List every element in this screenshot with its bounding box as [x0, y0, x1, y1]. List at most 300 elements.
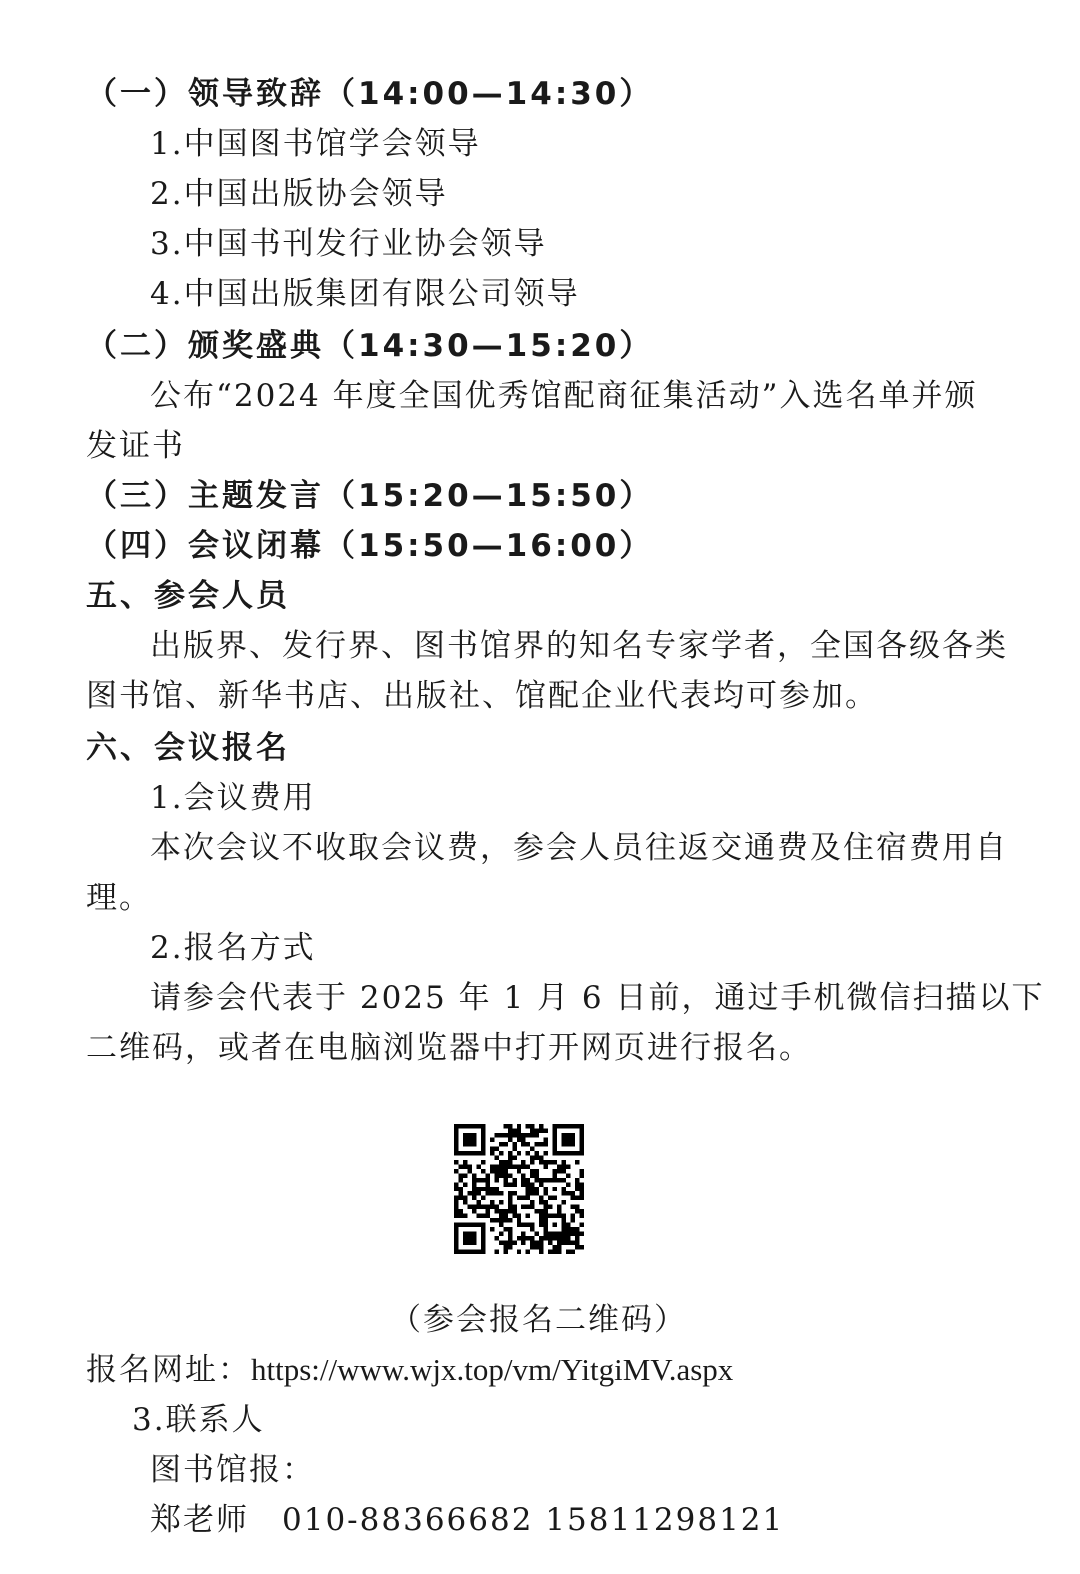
qr-module — [566, 1241, 570, 1245]
qr-module — [458, 1173, 462, 1177]
qr-module — [454, 1169, 458, 1173]
qr-module — [512, 1182, 516, 1186]
qr-module — [530, 1236, 534, 1240]
qr-module — [508, 1173, 512, 1177]
qr-module — [575, 1182, 579, 1186]
qr-module — [571, 1232, 575, 1236]
qr-module — [467, 1164, 471, 1168]
qr-module — [476, 1205, 480, 1209]
qr-module — [544, 1128, 548, 1132]
qr-module — [463, 1173, 467, 1177]
qr-module — [476, 1178, 480, 1182]
qr-module — [472, 1250, 476, 1254]
qr-module — [539, 1218, 543, 1222]
qr-module — [566, 1151, 570, 1155]
qr-module — [562, 1218, 566, 1222]
qr-module — [454, 1227, 458, 1231]
qr-module — [463, 1142, 467, 1146]
qr-module — [580, 1128, 584, 1132]
qr-module — [526, 1124, 530, 1128]
paragraph-line: 图书馆、新华书店、出版社、馆配企业代表均可参加。 — [86, 678, 878, 714]
qr-module — [458, 1191, 462, 1195]
qr-module — [544, 1178, 548, 1182]
qr-module — [463, 1151, 467, 1155]
qr-module — [499, 1164, 503, 1168]
qr-module — [454, 1137, 458, 1141]
qr-module — [458, 1209, 462, 1213]
paragraph-line: 请参会代表于 2025 年 1 月 6 日前，通过手机微信扫描以下 — [150, 980, 1045, 1016]
qr-module — [481, 1137, 485, 1141]
section-heading-award-ceremony: （二）颁奖盛典（14:30—15:20） — [86, 328, 654, 364]
qr-module — [476, 1151, 480, 1155]
qr-module — [535, 1232, 539, 1236]
qr-module — [544, 1200, 548, 1204]
subsection-heading-method: 2.报名方式 — [150, 930, 316, 966]
qr-module — [512, 1205, 516, 1209]
section-heading-closing: （四）会议闭幕（15:50—16:00） — [86, 528, 654, 564]
qr-module — [575, 1245, 579, 1249]
qr-module — [530, 1205, 534, 1209]
qr-module — [539, 1200, 543, 1204]
qr-module — [476, 1164, 480, 1168]
qr-module — [557, 1236, 561, 1240]
qr-module — [481, 1214, 485, 1218]
qr-module — [481, 1142, 485, 1146]
qr-module — [494, 1205, 498, 1209]
qr-module — [490, 1191, 494, 1195]
qr-module — [485, 1209, 489, 1213]
qr-module — [512, 1142, 516, 1146]
qr-module — [575, 1196, 579, 1200]
qr-module — [544, 1227, 548, 1231]
qr-module — [481, 1236, 485, 1240]
qr-module — [485, 1182, 489, 1186]
qr-module — [548, 1178, 552, 1182]
qr-module — [566, 1250, 570, 1254]
qr-module — [535, 1241, 539, 1245]
qr-module — [481, 1227, 485, 1231]
qr-module — [571, 1250, 575, 1254]
qr-module — [472, 1196, 476, 1200]
paragraph-line: 二维码，或者在电脑浏览器中打开网页进行报名。 — [86, 1030, 812, 1066]
qr-module — [454, 1182, 458, 1186]
qr-module — [526, 1214, 530, 1218]
qr-module — [508, 1128, 512, 1132]
qr-module — [494, 1173, 498, 1177]
qr-module — [494, 1209, 498, 1213]
qr-module — [553, 1133, 557, 1137]
qr-module — [544, 1142, 548, 1146]
qr-module — [539, 1178, 543, 1182]
qr-module — [580, 1151, 584, 1155]
qr-module — [463, 1137, 467, 1141]
qr-module — [454, 1205, 458, 1209]
qr-module — [512, 1164, 516, 1168]
qr-module — [458, 1187, 462, 1191]
qr-module — [481, 1232, 485, 1236]
qr-module — [503, 1241, 507, 1245]
qr-module — [481, 1128, 485, 1132]
qr-module — [503, 1182, 507, 1186]
qr-module — [571, 1214, 575, 1218]
qr-module — [544, 1232, 548, 1236]
registration-url-label: 报名网址： — [86, 1352, 251, 1388]
qr-module — [508, 1209, 512, 1213]
qr-module — [490, 1187, 494, 1191]
qr-module — [530, 1227, 534, 1231]
qr-module — [526, 1133, 530, 1137]
qr-module — [494, 1164, 498, 1168]
qr-module — [454, 1223, 458, 1227]
qr-module — [535, 1133, 539, 1137]
qr-module — [481, 1146, 485, 1150]
qr-module — [562, 1164, 566, 1168]
qr-module — [467, 1151, 471, 1155]
qr-module — [517, 1223, 521, 1227]
qr-module — [454, 1146, 458, 1150]
qr-module — [508, 1196, 512, 1200]
qr-module — [548, 1160, 552, 1164]
qr-module — [508, 1200, 512, 1204]
qr-module — [557, 1169, 561, 1173]
qr-module — [512, 1146, 516, 1150]
qr-module — [503, 1124, 507, 1128]
qr-module — [454, 1209, 458, 1213]
qr-module — [530, 1169, 534, 1173]
qr-module — [535, 1173, 539, 1177]
qr-module — [553, 1250, 557, 1254]
qr-module — [521, 1133, 525, 1137]
qr-module — [521, 1137, 525, 1141]
qr-module — [535, 1151, 539, 1155]
qr-module — [485, 1214, 489, 1218]
qr-module — [544, 1137, 548, 1141]
qr-module — [535, 1245, 539, 1249]
qr-module — [472, 1173, 476, 1177]
qr-module — [571, 1142, 575, 1146]
qr-module — [562, 1214, 566, 1218]
qr-module — [463, 1200, 467, 1204]
qr-module — [517, 1236, 521, 1240]
qr-module — [521, 1236, 525, 1240]
qr-module — [557, 1151, 561, 1155]
qr-module — [553, 1169, 557, 1173]
qr-module — [458, 1250, 462, 1254]
qr-module — [454, 1196, 458, 1200]
qr-module — [508, 1236, 512, 1240]
qr-module — [562, 1124, 566, 1128]
qr-module — [481, 1169, 485, 1173]
qr-module — [503, 1169, 507, 1173]
qr-module — [517, 1128, 521, 1132]
qr-module — [467, 1191, 471, 1195]
qr-module — [562, 1241, 566, 1245]
qr-module — [463, 1164, 467, 1168]
qr-module — [526, 1196, 530, 1200]
qr-module — [463, 1124, 467, 1128]
qr-module — [530, 1182, 534, 1186]
qr-module — [517, 1124, 521, 1128]
qr-module — [544, 1151, 548, 1155]
qr-module — [467, 1142, 471, 1146]
qr-module — [503, 1250, 507, 1254]
qr-module — [467, 1133, 471, 1137]
qr-module — [539, 1245, 543, 1249]
qr-module — [476, 1124, 480, 1128]
qr-module — [454, 1160, 458, 1164]
qr-module — [553, 1128, 557, 1132]
qr-module — [548, 1214, 552, 1218]
qr-module — [517, 1250, 521, 1254]
qr-module — [553, 1214, 557, 1218]
qr-module — [530, 1160, 534, 1164]
qr-module — [535, 1178, 539, 1182]
qr-module — [472, 1223, 476, 1227]
qr-module — [467, 1205, 471, 1209]
qr-module — [526, 1178, 530, 1182]
qr-module — [476, 1223, 480, 1227]
qr-module — [539, 1142, 543, 1146]
qr-module — [580, 1187, 584, 1191]
qr-module — [575, 1236, 579, 1240]
qr-module — [562, 1169, 566, 1173]
qr-module — [580, 1214, 584, 1218]
qr-module — [472, 1137, 476, 1141]
qr-module — [490, 1227, 494, 1231]
qr-module — [463, 1196, 467, 1200]
qr-module — [517, 1164, 521, 1168]
qr-module — [508, 1191, 512, 1195]
qr-module — [526, 1205, 530, 1209]
list-item: 2.中国出版协会领导 — [150, 176, 448, 212]
qr-module — [553, 1137, 557, 1141]
qr-module — [548, 1250, 552, 1254]
qr-module — [557, 1232, 561, 1236]
qr-module — [566, 1236, 570, 1240]
qr-module — [539, 1241, 543, 1245]
qr-module — [467, 1137, 471, 1141]
qr-module — [580, 1209, 584, 1213]
qr-module — [530, 1124, 534, 1128]
qr-module — [472, 1133, 476, 1137]
qr-module — [499, 1214, 503, 1218]
qr-module — [499, 1133, 503, 1137]
qr-module — [458, 1214, 462, 1218]
qr-module — [557, 1178, 561, 1182]
qr-module — [535, 1142, 539, 1146]
qr-module — [526, 1151, 530, 1155]
qr-module — [566, 1223, 570, 1227]
qr-module — [526, 1164, 530, 1168]
qr-module — [490, 1137, 494, 1141]
qr-module — [467, 1223, 471, 1227]
qr-module — [508, 1137, 512, 1141]
qr-module — [512, 1209, 516, 1213]
qr-module — [467, 1241, 471, 1245]
qr-module — [458, 1164, 462, 1168]
qr-module — [530, 1223, 534, 1227]
qr-module — [562, 1137, 566, 1141]
qr-module — [512, 1128, 516, 1132]
qr-module — [454, 1236, 458, 1240]
qr-module — [530, 1200, 534, 1204]
qr-module — [476, 1200, 480, 1204]
section-heading-attendees: 五、参会人员 — [86, 578, 290, 614]
qr-module — [490, 1146, 494, 1150]
qr-module — [490, 1205, 494, 1209]
qr-module — [544, 1164, 548, 1168]
registration-url-link[interactable]: https://www.wjx.top/vm/YitgiMV.aspx — [251, 1352, 734, 1387]
qr-module — [472, 1209, 476, 1213]
list-item: 3.中国书刊发行业协会领导 — [150, 226, 547, 262]
qr-module — [517, 1151, 521, 1155]
qr-module — [503, 1178, 507, 1182]
qr-module — [557, 1209, 561, 1213]
qr-module — [458, 1223, 462, 1227]
qr-module — [463, 1250, 467, 1254]
qr-module — [535, 1191, 539, 1195]
qr-module — [571, 1241, 575, 1245]
qr-caption: （参会报名二维码） — [390, 1302, 687, 1338]
qr-module — [494, 1178, 498, 1182]
qr-module — [580, 1191, 584, 1195]
qr-module — [517, 1169, 521, 1173]
qr-module — [458, 1124, 462, 1128]
qr-module — [544, 1236, 548, 1240]
qr-module — [454, 1151, 458, 1155]
qr-module — [539, 1214, 543, 1218]
qr-module — [544, 1191, 548, 1195]
qr-module — [521, 1178, 525, 1182]
qr-module — [499, 1241, 503, 1245]
qr-code-icon[interactable] — [454, 1124, 584, 1254]
contact-person: 郑老师 010-88366682 15811298121 — [150, 1502, 785, 1538]
qr-module — [521, 1223, 525, 1227]
qr-module — [517, 1137, 521, 1141]
qr-module — [571, 1205, 575, 1209]
qr-module — [494, 1218, 498, 1222]
qr-module — [571, 1196, 575, 1200]
qr-module — [503, 1142, 507, 1146]
qr-module — [508, 1133, 512, 1137]
qr-module — [544, 1187, 548, 1191]
qr-module — [544, 1218, 548, 1222]
qr-module — [562, 1178, 566, 1182]
qr-module — [472, 1124, 476, 1128]
qr-module — [566, 1232, 570, 1236]
qr-module — [566, 1142, 570, 1146]
qr-module — [508, 1155, 512, 1159]
qr-module — [526, 1182, 530, 1186]
qr-module — [580, 1223, 584, 1227]
paragraph-line: 出版界、发行界、图书馆界的知名专家学者，全国各级各类 — [150, 628, 1008, 664]
qr-module — [539, 1155, 543, 1159]
qr-module — [476, 1191, 480, 1195]
qr-module — [512, 1133, 516, 1137]
qr-module — [575, 1187, 579, 1191]
qr-module — [562, 1236, 566, 1240]
qr-module — [530, 1187, 534, 1191]
qr-module — [458, 1196, 462, 1200]
qr-module — [562, 1227, 566, 1231]
qr-module — [571, 1133, 575, 1137]
qr-module — [566, 1137, 570, 1141]
qr-module — [481, 1160, 485, 1164]
paragraph-line: 理。 — [86, 880, 152, 916]
qr-module — [539, 1124, 543, 1128]
qr-module — [562, 1160, 566, 1164]
qr-module — [562, 1187, 566, 1191]
qr-module — [557, 1245, 561, 1249]
qr-module — [454, 1200, 458, 1204]
qr-module — [530, 1191, 534, 1195]
qr-module — [562, 1191, 566, 1195]
qr-module — [517, 1133, 521, 1137]
qr-module — [481, 1245, 485, 1249]
qr-module — [508, 1227, 512, 1231]
qr-module — [499, 1209, 503, 1213]
registration-url-line — [86, 1348, 1080, 1392]
list-item: 1.中国图书馆学会领导 — [150, 126, 481, 162]
qr-module — [562, 1142, 566, 1146]
qr-module — [472, 1236, 476, 1240]
qr-module — [566, 1164, 570, 1168]
qr-module — [512, 1241, 516, 1245]
qr-module — [490, 1218, 494, 1222]
qr-module — [494, 1191, 498, 1195]
qr-module — [481, 1151, 485, 1155]
qr-module — [472, 1241, 476, 1245]
qr-module — [575, 1160, 579, 1164]
qr-module — [512, 1191, 516, 1195]
qr-module — [530, 1241, 534, 1245]
qr-module — [580, 1182, 584, 1186]
qr-module — [472, 1182, 476, 1186]
qr-module — [503, 1214, 507, 1218]
qr-module — [526, 1142, 530, 1146]
qr-module — [494, 1250, 498, 1254]
qr-module — [503, 1227, 507, 1231]
qr-module — [485, 1178, 489, 1182]
qr-module — [553, 1223, 557, 1227]
qr-module — [494, 1146, 498, 1150]
qr-module — [562, 1223, 566, 1227]
section-heading-keynote: （三）主题发言（15:20—15:50） — [86, 478, 654, 514]
qr-module — [467, 1236, 471, 1240]
paragraph-line: 公布“2024 年度全国优秀馆配商征集活动”入选名单并颁 — [150, 378, 978, 414]
qr-module — [499, 1223, 503, 1227]
qr-module — [481, 1205, 485, 1209]
qr-module — [512, 1155, 516, 1159]
qr-module — [499, 1160, 503, 1164]
qr-module — [553, 1124, 557, 1128]
qr-module — [494, 1236, 498, 1240]
qr-module — [571, 1191, 575, 1195]
qr-module — [566, 1227, 570, 1231]
qr-module — [548, 1196, 552, 1200]
qr-module — [467, 1250, 471, 1254]
qr-module — [535, 1187, 539, 1191]
qr-module — [539, 1182, 543, 1186]
qr-module — [526, 1250, 530, 1254]
qr-module — [535, 1169, 539, 1173]
qr-module — [481, 1223, 485, 1227]
qr-module — [463, 1133, 467, 1137]
qr-module — [571, 1137, 575, 1141]
section-heading-leader-speech: （一）领导致辞（14:00—14:30） — [86, 76, 654, 112]
qr-module — [521, 1182, 525, 1186]
qr-module — [562, 1200, 566, 1204]
